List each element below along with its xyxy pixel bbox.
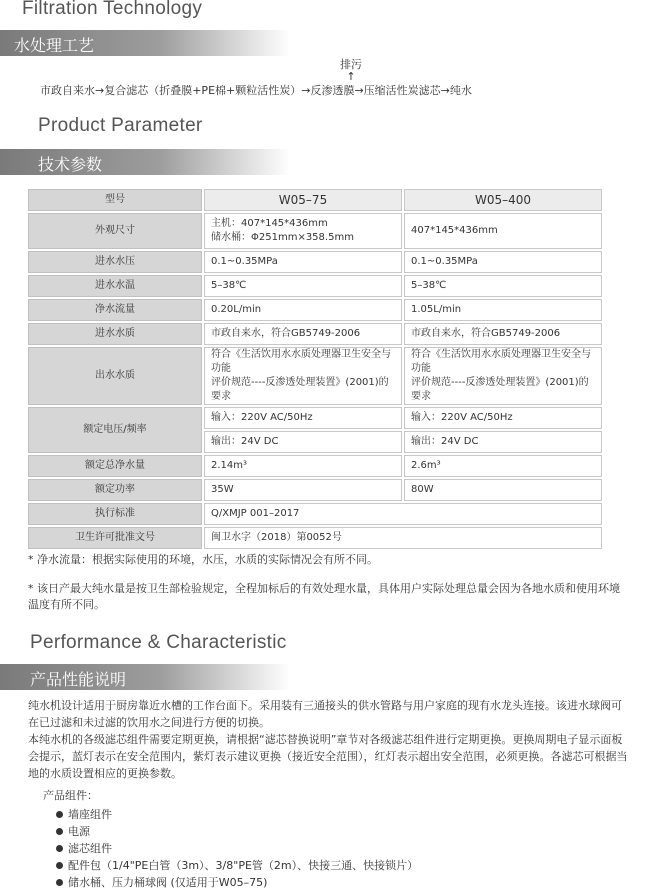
drain-label: 排污 — [340, 58, 362, 71]
component-text: 电源 — [68, 825, 90, 838]
row-value-1: 5–38℃ — [204, 275, 402, 297]
bullet-icon — [56, 879, 63, 886]
components-list — [56, 806, 418, 891]
bullet-icon — [56, 828, 63, 835]
list-item — [56, 823, 418, 840]
bullet-icon — [56, 845, 63, 852]
section-performance-band — [0, 664, 290, 690]
component-text: 墙座组件 — [68, 808, 112, 821]
cell-line: 评价规范----反渗透处理装置》(2001)的要求 — [211, 377, 389, 402]
component-text: 滤芯组件 — [68, 842, 112, 855]
table-row-license — [28, 527, 602, 549]
header-model-1: W05–75 — [204, 189, 402, 211]
list-item — [56, 840, 418, 857]
performance-paragraph-1: 纯水机设计适用于厨房靠近水槽的工作台面下。采用装有三通接头的供水管路与用户家庭的现有水龙头连接。该进水球阀可在已过滤和未过滤的饮用水之间进行方便的切换。 — [28, 699, 622, 729]
row-label: 外观尺寸 — [28, 213, 202, 249]
standard-label: 执行标准 — [28, 503, 202, 525]
power-label: 额定电压/频率 — [28, 407, 202, 453]
section-filtration-en: Filtration Technology — [22, 0, 203, 19]
section-parameter-cn: 技术参数 — [38, 155, 103, 174]
bullet-icon — [56, 811, 63, 818]
section-filtration-band — [0, 30, 290, 56]
drain-arrow-icon: ↑ — [346, 70, 356, 83]
bullet-icon — [56, 862, 63, 869]
component-text: 储水桶、压力桶球阀 (仅适用于W05–75) — [68, 876, 268, 889]
row-value-2: 1.05L/min — [404, 299, 602, 321]
list-item — [56, 857, 418, 874]
row-label: 额定总净水量 — [28, 455, 202, 477]
standard-value: Q/XMJP 001–2017 — [204, 503, 602, 525]
process-flow: 市政自来水→复合滤芯（折叠膜+PE棉+颗粒活性炭）→反渗透膜→压缩活性炭滤芯→纯水 — [40, 84, 472, 97]
section-parameter-band — [0, 149, 290, 175]
cell-line: 主机：407*145*436mm — [211, 218, 328, 229]
table-row — [28, 479, 602, 501]
table-row-standard — [28, 503, 602, 525]
table-row — [28, 299, 602, 321]
row-label: 净水流量 — [28, 299, 202, 321]
row-label: 进水水温 — [28, 275, 202, 297]
table-row-power-in — [28, 407, 602, 429]
license-label: 卫生许可批准文号 — [28, 527, 202, 549]
power-in-1: 输入：220V AC/50Hz — [204, 407, 402, 429]
row-label: 出水水质 — [28, 347, 202, 405]
parameter-table — [26, 187, 604, 551]
row-value-1: 市政自来水，符合GB5749-2006 — [204, 323, 402, 345]
cell-line: 符合《生活饮用水水质处理器卫生安全与功能 — [411, 349, 591, 374]
list-item — [56, 874, 418, 891]
list-item — [56, 806, 418, 823]
row-value-2: 5–38℃ — [404, 275, 602, 297]
drain-marker — [339, 56, 363, 82]
component-text: 配件包（1/4"PE白管（3m）、3/8"PE管（2m）、快接三通、快接锁片） — [68, 859, 419, 872]
table-row — [28, 275, 602, 297]
cell-line: 评价规范----反渗透处理装置》(2001)的要求 — [411, 377, 589, 402]
cell-line: 407*145*436mm — [411, 225, 498, 236]
components-title: 产品组件： — [43, 789, 98, 802]
power-out-1: 输出：24V DC — [204, 431, 402, 453]
row-value-1: 0.20L/min — [204, 299, 402, 321]
power-out-2: 输出：24V DC — [404, 431, 602, 453]
row-label: 进水水质 — [28, 323, 202, 345]
table-header-row — [28, 189, 602, 211]
note-capacity: * 该日产最大纯水量是按卫生部检验规定，全程加标后的有效处理水量，具体用户实际处理总量会因为各地水质和使用环境温度有所不同。 — [28, 582, 620, 611]
table-row — [28, 213, 602, 249]
row-value-2: 80W — [404, 479, 602, 501]
license-value: 闽卫水字（2018）第0052号 — [204, 527, 602, 549]
table-row — [28, 251, 602, 273]
row-value-2: 2.6m³ — [404, 455, 602, 477]
table-row — [28, 455, 602, 477]
row-label: 额定功率 — [28, 479, 202, 501]
row-label: 进水水压 — [28, 251, 202, 273]
power-in-2: 输入：220V AC/50Hz — [404, 407, 602, 429]
row-value-1 — [204, 347, 402, 405]
note-flow: * 净水流量：根据实际使用的环境，水压，水质的实际情况会有所不同。 — [28, 553, 378, 566]
header-model-2: W05–400 — [404, 189, 602, 211]
row-value-2 — [404, 213, 602, 249]
section-filtration-cn: 水处理工艺 — [14, 36, 95, 55]
row-value-2 — [404, 347, 602, 405]
section-parameter-en: Product Parameter — [38, 115, 203, 136]
section-performance-cn: 产品性能说明 — [30, 670, 127, 689]
table-row — [28, 323, 602, 345]
cell-line: 符合《生活饮用水水质处理器卫生安全与功能 — [211, 349, 391, 374]
row-value-1 — [204, 213, 402, 249]
section-performance-en: Performance & Characteristic — [30, 632, 287, 653]
table-row — [28, 347, 602, 405]
row-value-2: 市政自来水，符合GB5749-2006 — [404, 323, 602, 345]
row-value-2: 0.1~0.35MPa — [404, 251, 602, 273]
performance-paragraph-2: 本纯水机的各级滤芯组件需要定期更换，请根据“滤芯替换说明”章节对各级滤芯组件进行定期更换。更换周期电子显示面板会提示，蓝灯表示在安全范围内，紫灯表示建议更换（接近安全范围），红灯表示超出安全范围，必须更换。各滤芯可根据当地的水质设置相应的更换参数。 — [28, 733, 628, 780]
row-value-1: 0.1~0.35MPa — [204, 251, 402, 273]
cell-line: 储水桶：Φ251mm×358.5mm — [211, 232, 354, 243]
header-label: 型号 — [28, 189, 202, 211]
row-value-1: 35W — [204, 479, 402, 501]
row-value-1: 2.14m³ — [204, 455, 402, 477]
